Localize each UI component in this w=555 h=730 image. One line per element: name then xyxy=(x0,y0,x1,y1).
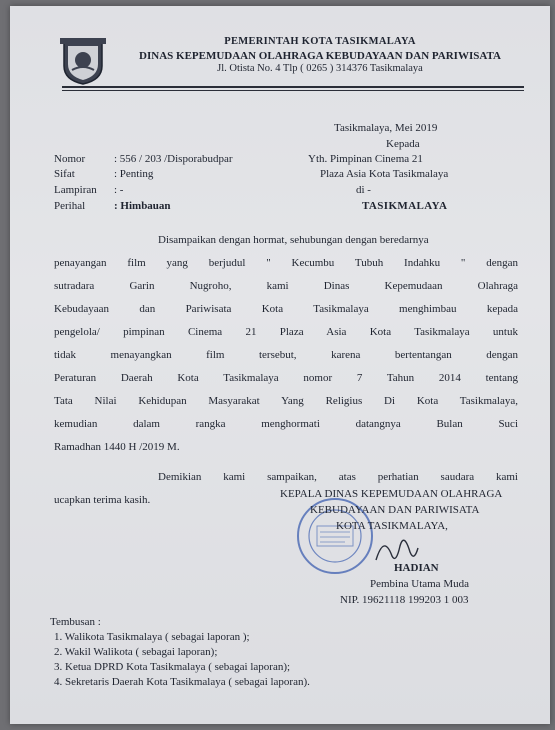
header-rule-thick xyxy=(62,86,524,88)
tembusan-heading: Tembusan : xyxy=(50,616,101,628)
tembusan-item: 3. Ketua DPRD Kota Tasikmalaya ( sebagai laporan); xyxy=(54,661,291,673)
body-line: tidak menayangkan film tersebut, karena bertentangan dengan xyxy=(54,349,518,361)
kepada-label: Kepada xyxy=(386,138,420,150)
tembusan-item: 1. Walikota Tasikmalaya ( sebagai laporan ); xyxy=(54,631,250,643)
meta-nomor-value: : 556 / 203 /Disporabudpar xyxy=(114,153,233,165)
body-line: kemudian dalam rangka menghormati datangnya Bulan Suci xyxy=(54,418,518,430)
meta-lampiran-label: Lampiran xyxy=(54,184,97,196)
recipient-city: TASIKMALAYA xyxy=(362,200,448,212)
tembusan-item: 4. Sekretaris Daerah Kota Tasikmalaya ( sebagai laporan). xyxy=(54,676,310,688)
signatory-rank: Pembina Utama Muda xyxy=(370,578,469,590)
letter-date: Tasikmalaya, Mei 2019 xyxy=(334,122,438,134)
signatory-title-2: KEBUDAYAAN DAN PARIWISATA xyxy=(310,504,480,516)
closing-line: ucapkan terima kasih. xyxy=(54,494,151,506)
meta-perihal-label: Perihal xyxy=(54,200,86,212)
header-rule-thin xyxy=(62,90,524,91)
signatory-nip: NIP. 19621118 199203 1 003 xyxy=(340,594,469,606)
meta-sifat-value: : Penting xyxy=(114,168,154,180)
body-line: Tata Nilai Kehidupan Masyarakat Yang Religius Di Kota Tasikmalaya, xyxy=(54,395,518,407)
recipient-yth: Yth. Pimpinan Cinema 21 xyxy=(308,153,423,165)
meta-nomor-label: Nomor xyxy=(54,153,86,165)
meta-lampiran-value: : - xyxy=(114,184,124,196)
signatory-title-3: KOTA TASIKMALAYA, xyxy=(336,520,448,532)
body-line: pengelola/ pimpinan Cinema 21 Plaza Asia Kota Tasikmalaya untuk xyxy=(54,326,518,338)
recipient-di: di - xyxy=(356,184,371,196)
body-line: sutradara Garin Nugroho, kami Dinas Kepemudaan Olahraga xyxy=(54,280,518,292)
letter-page xyxy=(10,6,550,724)
body-line: penayangan film yang berjudul " Kecumbu Tubuh Indahku " dengan xyxy=(54,257,518,269)
letterhead-government: PEMERINTAH KOTA TASIKMALAYA xyxy=(224,36,416,47)
letterhead-agency: DINAS KEPEMUDAAN OLAHRAGA KEBUDAYAAN DAN PARIWISATA xyxy=(139,50,501,62)
body-line: Disampaikan dengan hormat, sehubungan dengan beredarnya xyxy=(158,234,429,246)
signatory-name: HADIAN xyxy=(394,562,439,574)
meta-perihal-value: : Himbauan xyxy=(114,200,171,212)
city-emblem-icon xyxy=(58,36,108,86)
body-line: Kebudayaan dan Pariwisata Kota Tasikmalaya menghimbau kepada xyxy=(54,303,518,315)
signatory-title-1: KEPALA DINAS KEPEMUDAAN OLAHRAGA xyxy=(280,488,503,500)
body-line: Peraturan Daerah Kota Tasikmalaya nomor 7 Tahun 2014 tentang xyxy=(54,372,518,384)
closing-line: Demikian kami sampaikan, atas perhatian saudara kami xyxy=(158,471,518,483)
meta-sifat-label: Sifat xyxy=(54,168,75,180)
letterhead-address: Jl. Otista No. 4 Tlp ( 0265 ) 314376 Tasikmalaya xyxy=(217,63,423,74)
body-line: Ramadhan 1440 H /2019 M. xyxy=(54,441,180,453)
recipient-place: Plaza Asia Kota Tasikmalaya xyxy=(320,168,449,180)
tembusan-item: 2. Wakil Walikota ( sebagai laporan); xyxy=(54,646,218,658)
